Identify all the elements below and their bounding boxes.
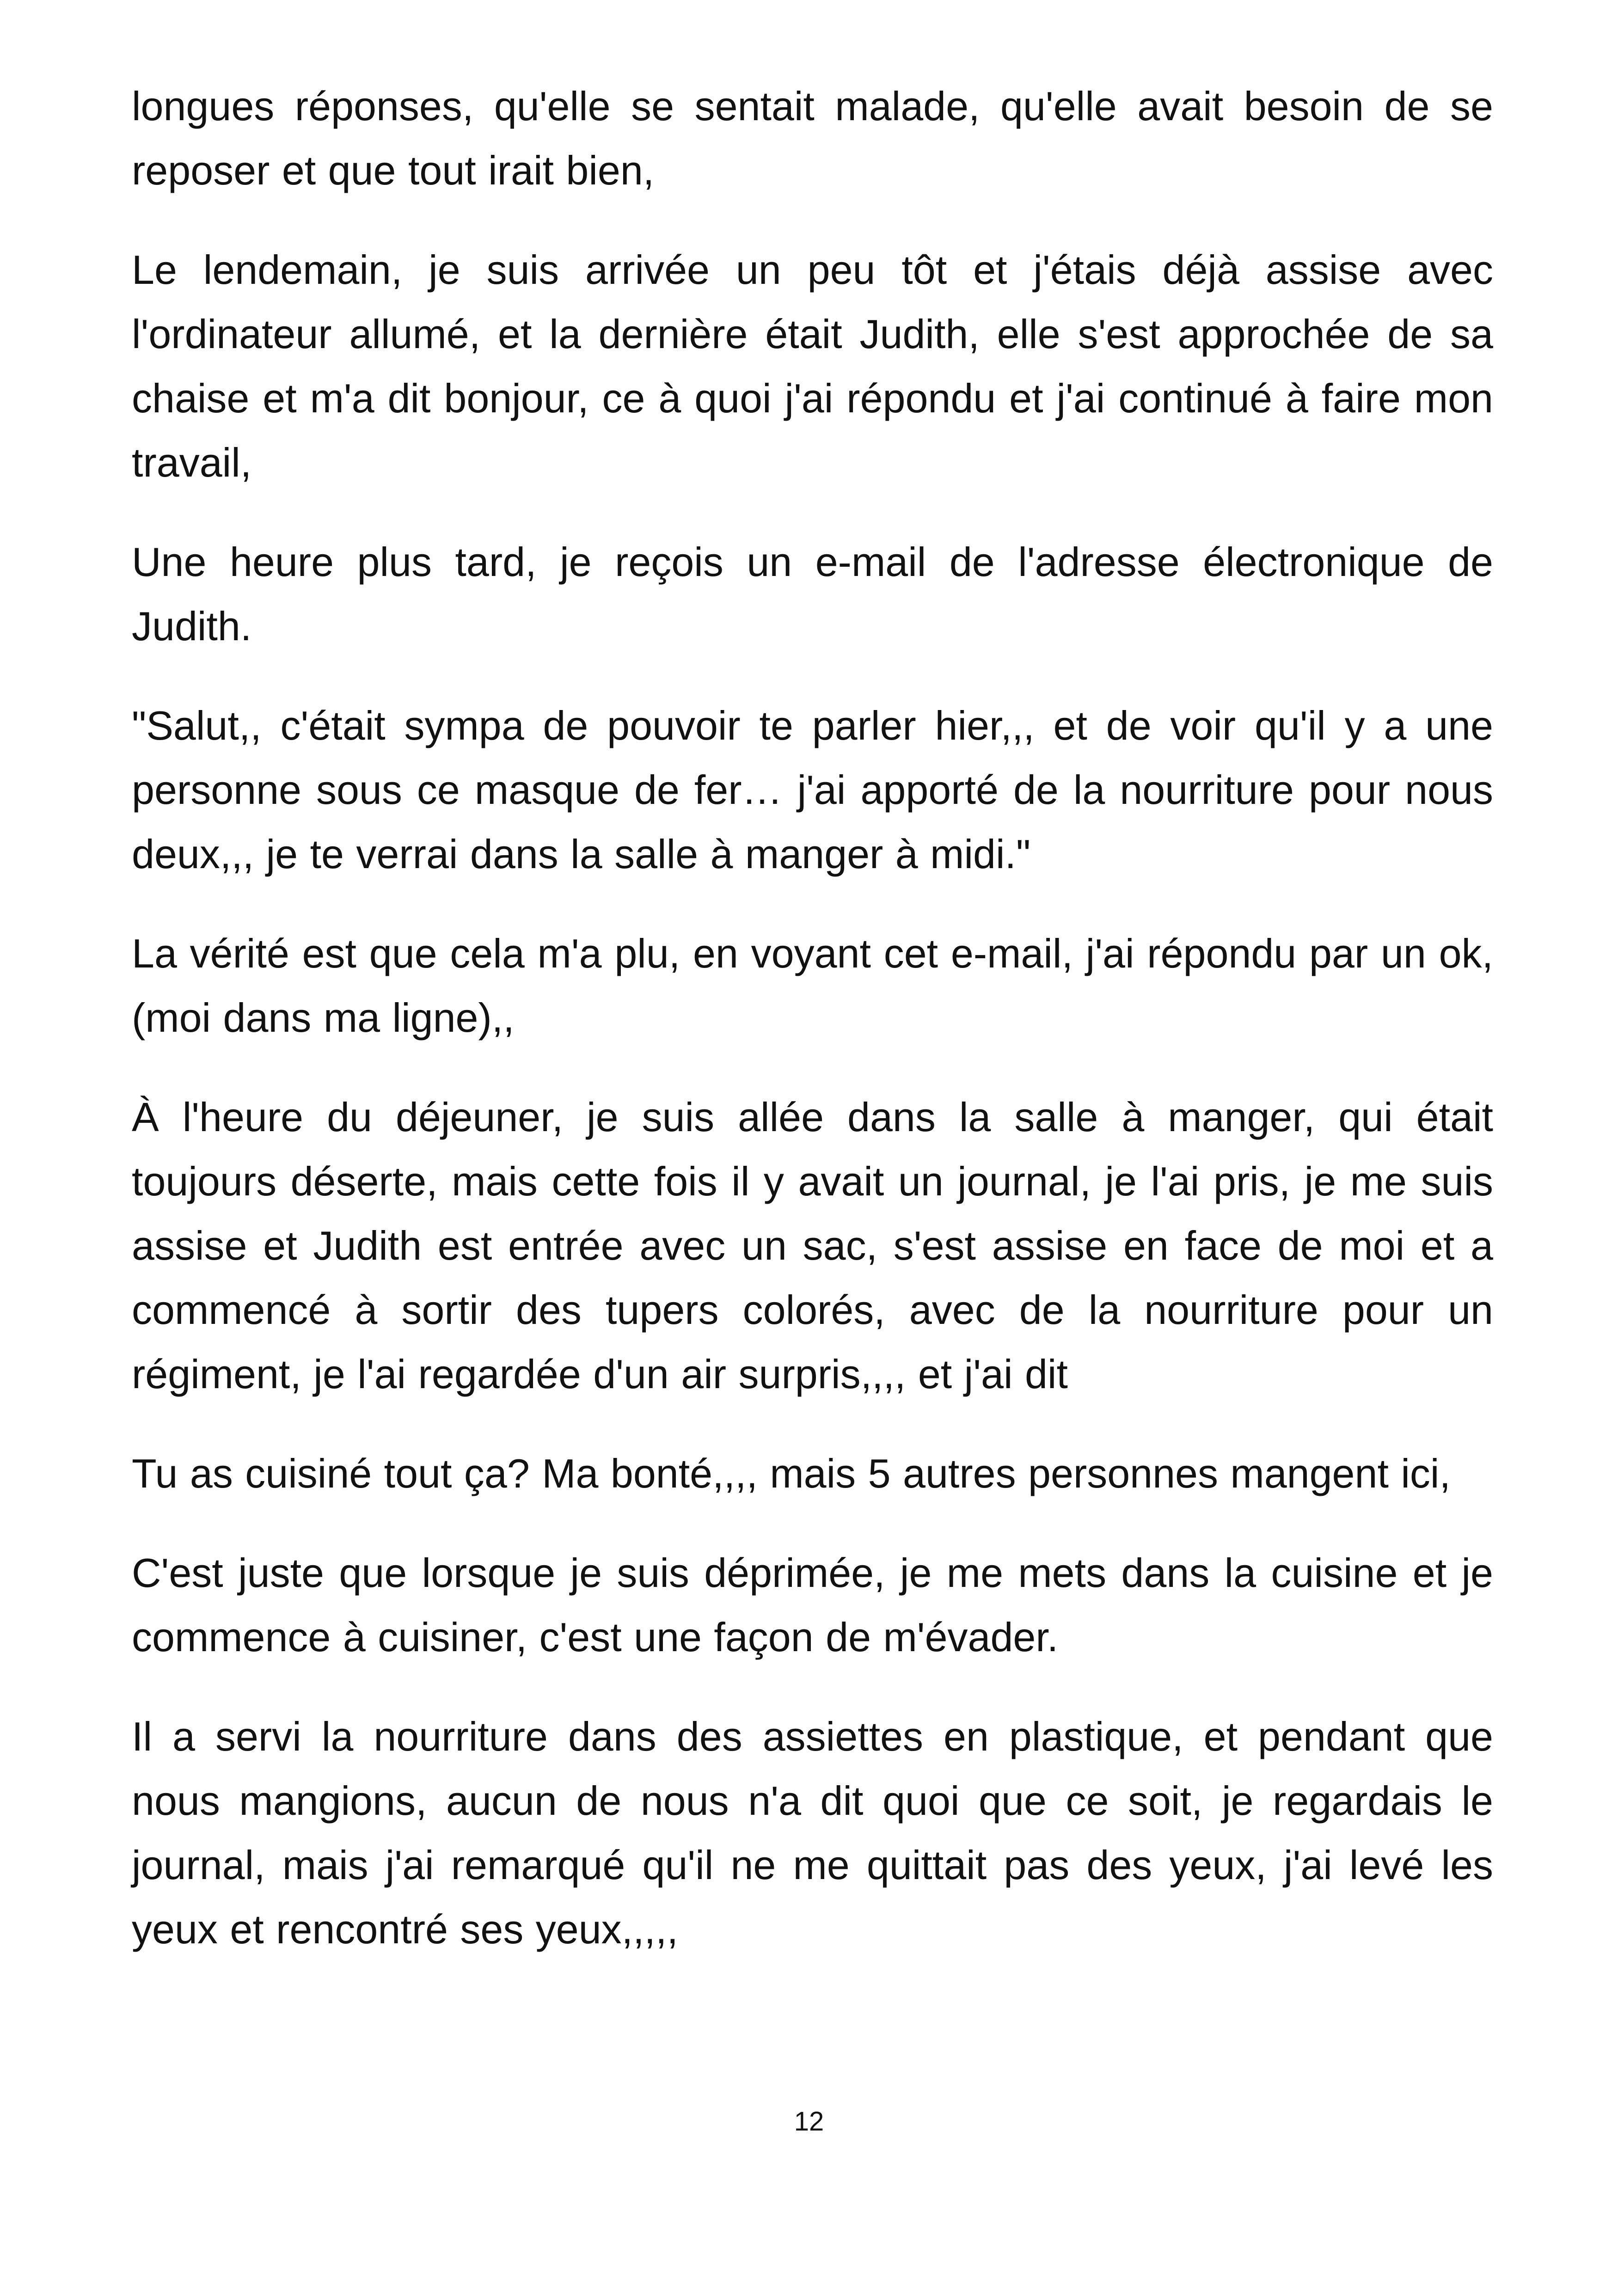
paragraph-9: Il a servi la nourriture dans des assiettes en plastique, et pendant que nous mangions, aucun de nous n'a dit quoi que ce soit, je regardais le journal, mais j'ai remarqué qu'il ne me quittait pas des yeux, j'ai levé les yeux et rencontré ses yeux,,,,, <box>132 1714 1493 1952</box>
paragraph-1: longues réponses, qu'elle se sentait malade, qu'elle avait besoin de se reposer et que tout irait bien, <box>132 83 1493 193</box>
paragraph-7: Tu as cuisiné tout ça? Ma bonté,,,, mais 5 autres personnes mangent ici, <box>132 1451 1451 1496</box>
paragraph-6: À l'heure du déjeuner, je suis allée dans la salle à manger, qui était toujours déserte, mais cette fois il y avait un journal, je l'ai pris, je me suis assise et Judith est entrée avec un sac, s'est assise en face de moi et a commencé à sortir des tupers colorés, avec de la nourriture pour un régiment, je l'ai regardée d'un air surpris,,,, et j'ai dit <box>132 1094 1493 1397</box>
paragraph-2: Le lendemain, je suis arrivée un peu tôt et j'étais déjà assise avec l'ordinateur allumé, et la dernière était Judith, elle s'est approchée de sa chaise et m'a dit bonjour, ce à quoi j'ai répondu et j'ai continué à faire mon travail, <box>132 247 1493 485</box>
paragraph-4: "Salut,, c'était sympa de pouvoir te parler hier,,, et de voir qu'il y a une personne sous ce masque de fer… j'ai apporté de la nourriture pour nous deux,,, je te verrai dans la salle à manger à midi." <box>132 703 1493 877</box>
paragraph-8: C'est juste que lorsque je suis déprimée, je me mets dans la cuisine et je commence à cuisiner, c'est une façon de m'évader. <box>132 1550 1493 1660</box>
page-number: 12 <box>794 2106 824 2137</box>
body-text <box>132 74 1493 1996</box>
paragraph-3: Une heure plus tard, je reçois un e-mail de l'adresse électronique de Judith. <box>132 539 1493 649</box>
paragraph-5: La vérité est que cela m'a plu, en voyant cet e-mail, j'ai répondu par un ok, (moi dans ma ligne),, <box>132 931 1493 1041</box>
